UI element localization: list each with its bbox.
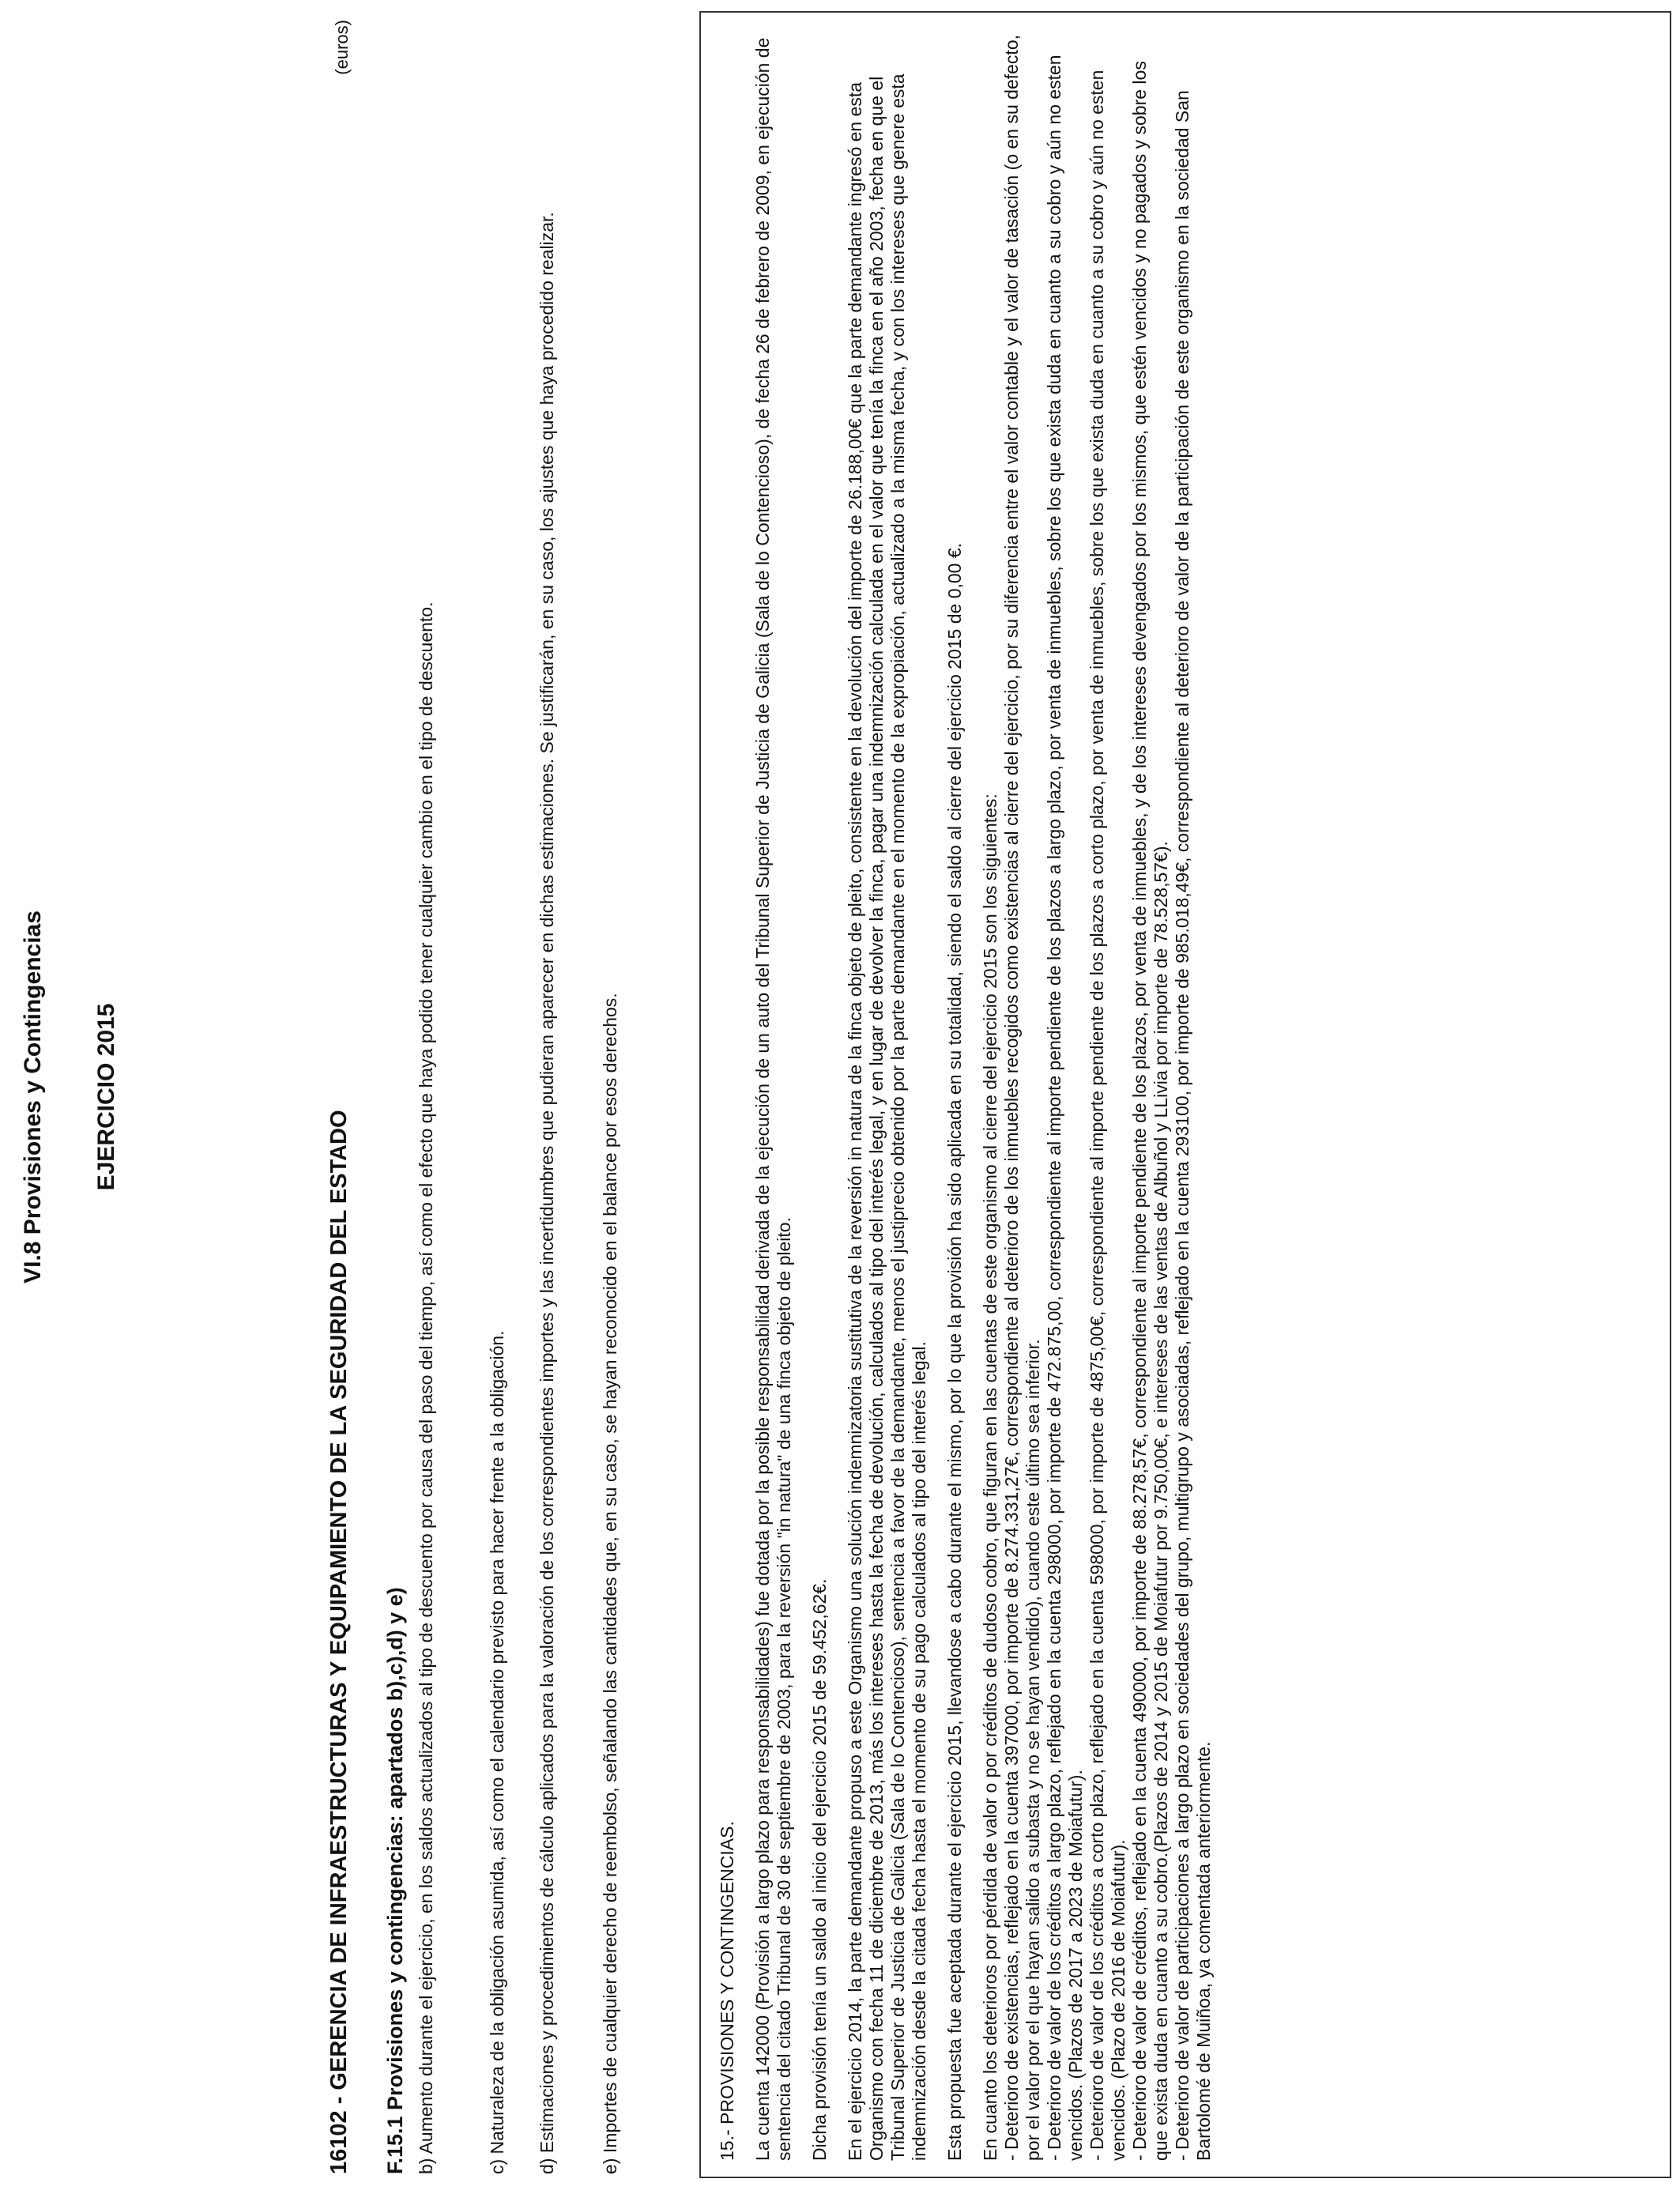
impairment-item: - Deterioro de valor de los créditos a largo plazo, reflejado en la cuenta 298000, por importe de 472.875,00, correspondiente al importe pendiente de los plazos a largo plazo, por venta de inmuebles, sobre los que exista duda en cuanto a su cobro y aún no esten vencidos. (Plazos de 2017 a 2023 de Moiafutur). [1044, 55, 1086, 2161]
report-section-title: VI.8 Provisiones y Contingencias [20, 910, 46, 1284]
box-paragraph-provision-account: La cuenta 142000 (Provisión a largo plazo para responsabilidades) fue dotada por la posible responsabilidad derivada de la ejecución de un auto del Tribunal Superior de Justicia de Galicia (Sala de lo Contencioso), de fecha 26 de febrero de 2009, en ejecución de sentencia del citado Tribunal de 30 de septiembre de 2003, para la reversión "in natura" de una finca objeto de pleito. [752, 37, 794, 2161]
impairment-item: - Deterioro de valor de participaciones a largo plazo en sociedades del grupo, multigrupo y asociadas, reflejado en la cuenta 293100, por importe de 985.018,49€, correspondiente al deterioro de valor de la participación de este organismo en la sociedad San Bartolomé de Muiñoa, ya comentada anteriormente. [1172, 90, 1214, 2161]
impairment-item: - Deterioro de existencias, reflejado en la cuenta 397000, por importe de 8.274.331,27€, correspondiente al deterioro de los inmuebles recogidos como existencias al cierre del ejercicio, por su diferencia entre el valor contable y el valor de tasación (o en su defecto, por el valor por el que hayan salido a subasta y no se hayan vendido), cuando este último sea inferior. [1001, 34, 1043, 2161]
units-label: (euros) [332, 20, 352, 75]
box-paragraph-settlement-proposal: En el ejercicio 2014, la parte demandante propuso a este Organismo una solución indemnizatoria sustitutiva de la reversión in natura de la finca objeto de pleito, consistente en la devolución del importe de 26.188,00€ que la parte demandante ingresó en esta Organismo con fecha 11 de diciembre de 2013, más los intereses hasta la fecha de devolución, calculados al tipo del interés legal, y en lugar de devolver la finca, pagar una indemnización calculada en el valor que tenía la finca en el año 2003, fecha en que el Tribunal Superior de Justicia de Galicia (Sala de lo Contencioso), sentencia a favor de la demandante, menos el justiprecio obtenido por la parte demandante en el momento de la expropiación, actualizado a la misma fecha, y con los intereses que genere esta indemnización desde la citada fecha hasta el momento de su pago calculados al tipo del interés legal. [845, 74, 929, 2161]
box-impairments-intro: En cuanto los deterioros por pérdida de valor o por créditos de dudoso cobro, que figuran en las cuentas de este organismo al cierre del ejercicio 2015 son los siguientes: [980, 794, 1000, 2161]
section-heading: F.15.1 Provisiones y contingencias: apartados b),c),d) y e) [383, 1587, 407, 2174]
provisions-text-box [699, 11, 1671, 2178]
box-paragraph-opening-balance: Dicha provisión tenía un saldo al inicio del ejercicio 2015 de 59.452,62€. [809, 1578, 830, 2161]
note-e: e) Importes de cualquier derecho de reembolso, señalando las cantidades que, en su caso, se hayan reconocido en el balance por esos derechos. [600, 993, 620, 2174]
entity-heading: 16102 - GERENCIA DE INFRAESTRUCTURAS Y EQUIPAMIENTO DE LA SEGURIDAD DEL ESTADO [326, 1110, 352, 2174]
note-c: c) Naturaleza de la obligación asumida, así como el calendario previsto para hacer frente a la obligación. [487, 1330, 507, 2174]
box-paragraph-closing-balance: Esta propuesta fue aceptada durante el ejercicio 2015, llevandose a cabo durante el mismo, por lo que la provisión ha sido aplicada en su totalidad, siendo el saldo al cierre del ejercicio 2015 de 0,00 €. [944, 542, 965, 2161]
impairment-item: - Deterioro de valor de créditos, reflejado en la cuenta 490000, por importe de 88.278,57€, correspondiente al importe pendiente de los plazos, por venta de inmuebles, y de los intereses devengados por los mismos, que estén vencidos y no pagados y sobre los que exista duda en cuanto a su cobro.(Plazos de 2014 y 2015 de Moiafutur por 9.750,00€, e intereses de las ventas de Albuñol y LLivia por importe de 78.528,57€). [1129, 61, 1171, 2161]
box-heading: 15.- PROVISIONES Y CONTINGENCIAS. [717, 1821, 737, 2161]
note-d: d) Estimaciones y procedimientos de cálculo aplicados para la valoración de los correspondientes importes y las incertidumbres que pudieran aparecer en dichas estimaciones. Se justificarán, en su caso, los ajustes que haya procedido realizar. [537, 212, 557, 2174]
note-b: b) Aumento durante el ejercicio, en los saldos actualizados al tipo de descuento por causa del paso del tiempo, así como el efecto que haya podido tener cualquier cambio en el tipo de descuento. [416, 601, 436, 2174]
impairment-item: - Deterioro de valor de los créditos a corto plazo, reflejado en la cuenta 598000, por importe de 4875,00€, correspondiente al importe pendiente de los plazos a corto plazo, por venta de inmuebles, sobre los que exista duda en cuanto a su cobro y aún no esten vencidos. (Plazo de 2016 de Moiafutur). [1087, 70, 1128, 2161]
fiscal-year-title: EJERCICIO 2015 [93, 1003, 119, 1191]
